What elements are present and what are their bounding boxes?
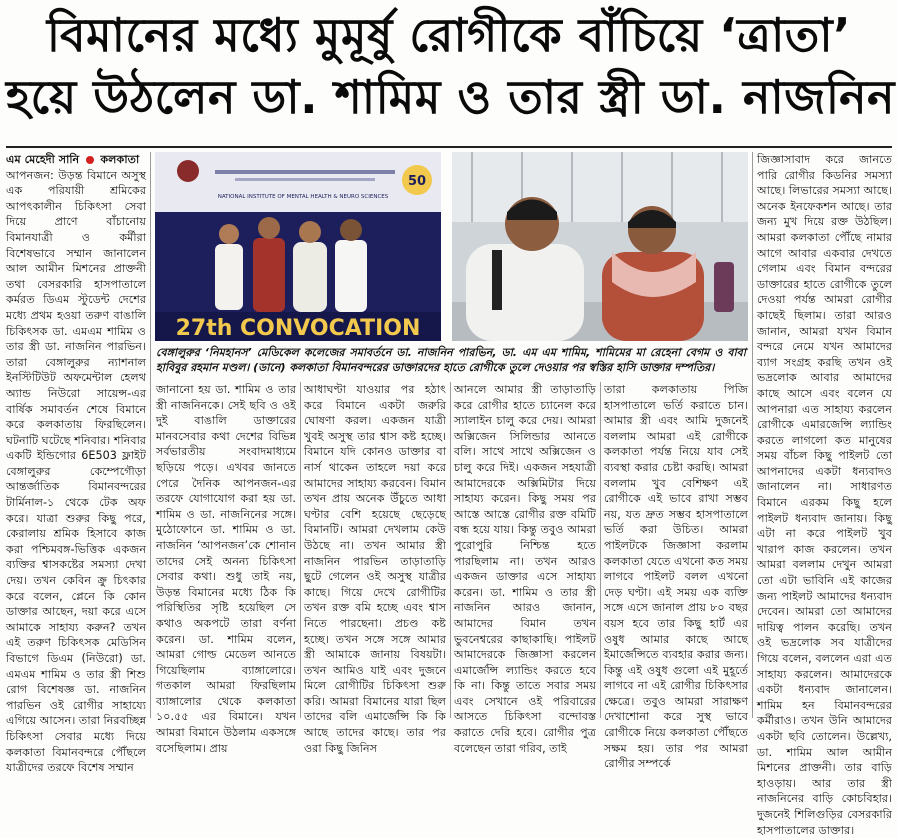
airport-photo [452, 152, 748, 341]
byline-place: কলকাতা [100, 153, 140, 166]
column-divider [600, 382, 601, 718]
headline-line-1: বিমানের মধ্যে মুমূর্ষু রোগীকে বাঁচিয়ে ‘ত্রাতা’ [46, 8, 852, 62]
column-divider [300, 382, 301, 718]
column-6 [757, 152, 892, 837]
photo-caption: বেঙ্গালুরুর ‘নিমহানস’ মেডিকেল কলেজের সমাবর্তনে ডা. নাজনিন পারভিন, ডা. এম এম শামিম, শামিমের মা রেহেনা বেগম ও বাবা হাবিবুর রহমান মণ্ডল। (ডানে) কলকাতা বিমানবন্দরের ডাক্তারদের হাতে রোগীকে তুলে দেওয়ার পর স্বস্তির হাসি ডাক্তার দম্পতির। [156, 346, 746, 374]
column-4-text: আনলে আমার স্ত্রী তাড়াতাড়ি করে রোগীর হাতে চ্যানেল করে স্যালাইন চালু করে দেয়। আমরা অক্সিজেন সিলিন্ডার আনতে বলি। সাথে সাথে অক্সিজেন ও চালু করে দিই। একজন সহযাত্রী আমাদেরকে অক্সিমিটার দিয়ে সাহায্য করেন। কিছু সময় পর আস্তে আস্তে রোগীর রক্ত বমিটি বন্ধ হয়ে যায়। কিন্তু তবুও আমরা পুরোপুরি নিশ্চিন্ত হতে পারছিলাম না। তখন আরও একজন ডাক্তার এসে সাহায্য করেন। ডা. শামিম ও তার স্ত্রী নাজনিন আরও জানান, আমাদের বিমান তখন ভুবনেশ্বরের কাছাকাছি। পাইলট আমাদেরকে জিজ্ঞাসা করলেন এমার্জেন্সি ল্যান্ডিং করতে হবে কি না। কিন্তু তাতে সবার সময় এবং সেখানে ওই পরিবারের আসতে চিকিৎসা বন্দোবস্ত করাতে দেরি হবে। রোগীর পুত্র বলেছেন তারা গরিব, তাই [454, 383, 596, 755]
column-divider [450, 382, 451, 718]
institute-name: NATIONAL INSTITUTE OF MENTAL HEALTH & NEURO SCIENCES [217, 194, 389, 200]
byline-author: এম মেহেদী সানি [6, 153, 80, 166]
column-6-text: জিজ্ঞাসাবাদ করে জানতে পারি রোগীর কিডনির সমস্যা আছে। লিভারের সমস্যা আছে। অনেক ইনফেকশন আছে। তার জন্য মুখ দিয়ে রক্ত উঠছিল। আমরা কলকাতা পৌঁছে নামার আগে আবার একবার দেখতে গেলাম এবং বিমান বন্দরের ডাক্তারের হাতে রোগীকে তুলে দেওয়া পর্যন্ত আমরা রোগীর কাছেই ছিলাম। তারা আরও জানান, আমরা যখন বিমান বন্দরে নেমে যখন আমাদের ব্যাগ সংগ্রহ করছি তখন ওই ভদ্রলোক আবার আমাদের কাছে আসে এবং বলেন যে আপনারা এত সাহায্য করলেন রোগীকে এমারজেন্সি ল্যান্ডিং করতে লাগলো কত মানুষের সময় বাঁচল কিছু পাইলট তো আপনাদের একটা ধন্যবাদও জানালেন না। সাধারণত বিমানে এরকম কিছু হলে পাইলট ধন্যবাদ জানায়। কিছু এটা না করে পাইলট খুব খারাপ কাজ করলেন। তখন আমরা বললাম দেখুন আমরা তো এটা ভাবিনি এই কাজের জন্য পাইলট আমাদের ধন্যবাদ দেবেন। আমরা তো আমাদের দায়িত্ব পালন করেছি। তখন ওই ভদ্রলোক সব যাত্রীদের গিয়ে বলেন, বললেন এরা এত সাহায্য করলেন। আমাদেরকে একটা ধন্যবাদ জানালেন। শামিম হন বিমানবন্দরের কর্মীরাও। তখন উনি আমাদের একটা ছবি তোলেন। উল্লেখ্য, ডা. শামিম আল আমীন মিশনের প্রাক্তনী। তার বাড়ি হাওড়ায়। আর তার স্ত্রী নাজনিনের বাড়ি কোচবিহার। দুজনেই শিলিগুড়ির বেসরকারি হাসপাতালের ডাক্তার। [757, 153, 892, 837]
column-5-text: তারা কলকাতায় পিজি হাসপাতালে ভর্তি করাতে চান। আমার স্ত্রী এবং আমি দুজনেই বললাম আমরা এই রোগীকে কলকাতা পর্যন্ত নিয়ে যাব সেই ব্যবস্থা করার চেষ্টা করছি। আমরা বললাম খুব বেশিক্ষণ এই রোগীকে এই ভাবে রাখা সম্ভব নয়, যত দ্রুত সম্ভব হাসপাতালে ভর্তি করা উচিত। আমরা পাইলটকে জিজ্ঞাসা করলাম কলকাতা যেতে এখনো কত সময় লাগবে পাইলট বলল এখনো দেড় ঘণ্টা। এই সময় এক ব্যক্তি সঙ্গে এসে জানাল প্রায় ৮০ বছর বয়স হবে তার কিছু হার্ট এর ওষুধ আমার কাছে আছে ইমার্জেন্সিতে ব্যবহার করার জন্য। কিন্তু এই ওষুধ গুলো এই মুহূর্তে লাগবে না এই রোগীর চিকিৎসার ক্ষেত্রে। তবুও আমরা সারাক্ষণ দেখাশোনা করে সুস্থ ভাবে রোগীকে নিয়ে কলকাতা পৌঁছতে সক্ষম হয়। তার পর আমরা রোগীর সম্পর্কে [604, 383, 748, 771]
column-4 [454, 382, 596, 755]
convocation-photo [155, 152, 441, 341]
column-3-text: আধাঘণ্টা যাওয়ার পর হঠাৎ করে বিমানে একটা জরুরি ঘোষণা করল। একজন যাত্রী খুবই অসুস্থ তার শ্বাস কষ্ট হচ্ছে। বিমানে যদি কোনও ডাক্তার বা নার্স থাকেন তাহলে দয়া করে আমাদের সাহায্য করবেন। বিমান তখন প্রায় অনেক উঁচুতে আধা ঘণ্টার বেশি হয়েছে ছেড়েছে বিমানটি। আমরা দেখলাম কেউ উঠছে না। তখন আমার স্ত্রী নাজনিন পারভিন তাড়াতাড়ি ছুটে গেলেন ওই অসুস্থ যাত্রীর কাছে। গিয়ে দেখে রোগীটির তখন রক্ত বমি হচ্ছে এবং শ্বাস নিতে পারছেনা। প্রচণ্ড কষ্ট হচ্ছে। তখন সঙ্গে সঙ্গে আমার স্ত্রী আমাকে জানায় বিষয়টা। তখন আমিও যাই এবং দুজনে মিলে রোগীটির চিকিৎসা শুরু করি। আমরা বিমানের যারা ছিল তাদের বলি এমার্জেন্সি কি কি আছে তাদের কাছে। তার পর ওরা কিছু জিনিস [304, 383, 446, 755]
column-3 [304, 382, 446, 755]
anniversary-badge: 50 [407, 174, 427, 189]
column-5 [604, 382, 748, 771]
airport-photo-illustration [452, 152, 748, 341]
headline-line-2: হয়ে উঠলেন ডা. শামিম ও তার স্ত্রী ডা. নাজনিন [6, 70, 895, 124]
column-1 [6, 152, 146, 775]
column-2-text: জানানো হয় ডা. শামিম ও তার স্ত্রী নাজনিনকে। সেই ছবি ও ওই দুই বাঙালি ডাক্তারের মানবসেবার কথা দেশের বিভিন্ন সর্বভারতীয় সংবাদমাধ্যমে ছড়িয়ে পড়ে। এখবর জানতে পেরে দৈনিক আপনজন-এর তরফে যোগাযোগ করা হয় ডা. শামিম ও ডা. নাজনিনের সঙ্গে। মুঠোফোনে ডা. শামিম ও ডা. নাজনিন ‘আপনজন’কে শোনান তাদের সেই অনন্য চিকিৎসা সেবার কথা। শুধু তাই নয়, উড়ন্ত বিমানের মধ্যে ঠিক কি পরিস্থিতির সৃষ্টি হয়েছিল সে কথাও অকপটে তারা বর্ণনা করেন। ডা. শামিম বলেন, আমরা গোল্ড মেডেল আনতে গিয়েছিলাম ব্যাঙ্গালোরে। গতকাল আমরা ফিরছিলাম ব্যাঙ্গালোর থেকে কলকাতা ১০.৫৫ এর বিমানে। যখন আমরা বিমানে উঠলাম একসঙ্গে বসেছিলাম। প্রায় [156, 383, 296, 755]
column-divider [752, 152, 753, 718]
convocation-banner: 27th CONVOCATION [175, 316, 421, 341]
column-divider [150, 152, 151, 718]
bullet-icon [86, 156, 94, 164]
column-1-text: আপনজন: উড়ন্ত বিমানে অসুস্থ এক পরিযায়ী শ্রমিকের আপৎকালীন চিকিৎসা সেবা দিয়ে প্রাণে বাঁচানোয় বিমানযাত্রী ও কর্মীরা বিশেষভাবে সম্মান জানালেন আল আমীন মিশনের প্রাক্তনী তথা বেসরকারি হাসপাতালে কর্মরত ডিএম স্টুডেন্ট দেশের মধ্যে প্রথম হওয়া তরুণ বাঙালি চিকিৎসক ডা. এমএম শামিম ও তার স্ত্রী ডা. নাজনিন পারভিন। তারা বেঙ্গালুরুর ন্যাশনাল ইনস্টিটিউট অফমেন্টাল হেলথ অ্যান্ড নিউরো সায়েন্স-এর বার্ষিক সমাবর্তন শেষে বিমানে করে কলকাতায় ফিরছিলেন। ঘটনাটি ঘটেছে শনিবার। শনিবার একটি ইন্ডিগোর 6E503 ফ্লাইট বেঙ্গালুরুর কেম্পেগৌড়া আন্তর্জাতিক বিমানবন্দরের টার্মিনাল-১ থেকে টেক অফ করে। যাত্রা শুরুর কিছু পরে, কেরালায় শ্রমিক হিসাবে কাজ করা পশ্চিমবঙ্গ-ভিত্তিক একজন ব্যক্তির শ্বাসকষ্টের সমস্যা দেখা দেয়। তখন কেবিন ক্রু চিৎকার করে বলেন, প্লেনে কি কোন ডাক্তার আছেন, দয়া করে এসে আমাকে সাহায্য করুন? তখন এই তরুণ চিকিৎসক মেডিসিন বিভাগে ডিএম (নিউরো) ডা. এমএম শামিম ও তার স্ত্রী শিশু রোগ বিশেষজ্ঞ ডা. নাজনিন পারভিন ওই রোগীর সাহায্যে এগিয়ে আসেন। তারা নিরবচ্ছিন্ন চিকিৎসা সেবার মধ্যে দিয়ে কলকাতা বিমানবন্দরে পৌঁছলে যাত্রীদের তরফে বিশেষ সম্মান [6, 168, 146, 775]
headline-rule [6, 146, 892, 148]
convocation-photo-illustration [155, 152, 441, 341]
headline [6, 4, 895, 128]
column-2 [156, 382, 296, 755]
